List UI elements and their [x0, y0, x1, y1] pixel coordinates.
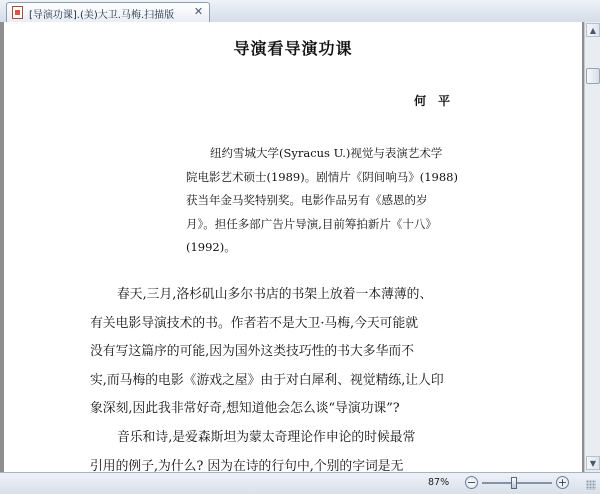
zoom-level: 87%	[428, 477, 450, 488]
text-line: 象深刻,因此我非常好奇,想知道他会怎么谈“导演功课”?	[90, 401, 400, 416]
text-line: 有关电影导演技术的书。作者若不是大卫·马梅,今天可能就	[90, 315, 419, 331]
tab-bar	[0, 0, 600, 23]
author-name: 何 平	[414, 94, 451, 108]
resize-grip-icon[interactable]	[586, 480, 596, 490]
bio-line: 纽约雪城大学(Syracus U.)视觉与表演艺术学	[210, 146, 443, 160]
document-tab[interactable]	[6, 2, 210, 22]
paragraph-2	[90, 424, 520, 472]
zoom-out-button[interactable]: −	[466, 476, 477, 489]
page-title: 导演看导演功课	[233, 39, 353, 58]
scrollbar-thumb[interactable]	[586, 68, 600, 84]
zoom-slider-track[interactable]	[482, 482, 552, 484]
zoom-in-button[interactable]: +	[557, 476, 568, 489]
paragraph-1	[90, 281, 520, 424]
document-page	[4, 22, 582, 472]
bio-line: 获当年金马奖特别奖。电影作品另有《感恩的岁	[186, 193, 428, 207]
author-bio	[186, 142, 506, 260]
tab-title: [导演功课].(美)大卫.马梅.扫描版	[29, 10, 175, 21]
bio-line: 月》。担任多部广告片导演,目前筹拍新片《十八》	[186, 216, 437, 231]
text-line: 没有写这篇序的可能,因为国外这类技巧性的书大多华而不	[90, 344, 414, 359]
text-line: 音乐和诗,是爱森斯坦为蒙太奇理论作申论的时候最常	[117, 430, 416, 445]
pdf-file-icon	[12, 6, 23, 19]
zoom-slider-thumb[interactable]	[511, 477, 517, 489]
text-line: 春天,三月,洛杉矶山多尔书店的书架上放着一本薄薄的、	[117, 287, 433, 302]
bio-line: (1992)。	[186, 240, 236, 254]
close-tab-icon[interactable]: ✕	[193, 5, 204, 18]
status-bar	[0, 472, 600, 494]
scroll-up-button[interactable]: ▲	[586, 23, 600, 37]
vertical-scrollbar[interactable]	[584, 22, 600, 472]
text-line: 引用的例子,为什么? 因为在诗的行句中,个别的字词是无	[90, 458, 404, 472]
bio-line: 院电影艺术硕士(1989)。剧情片《阴间响马》(1988)	[186, 169, 458, 184]
text-line: 实,而马梅的电影《游戏之屋》由于对白犀利、视觉精练,让人印	[90, 372, 444, 388]
scroll-down-button[interactable]: ▼	[586, 456, 600, 470]
document-viewport	[0, 22, 584, 472]
